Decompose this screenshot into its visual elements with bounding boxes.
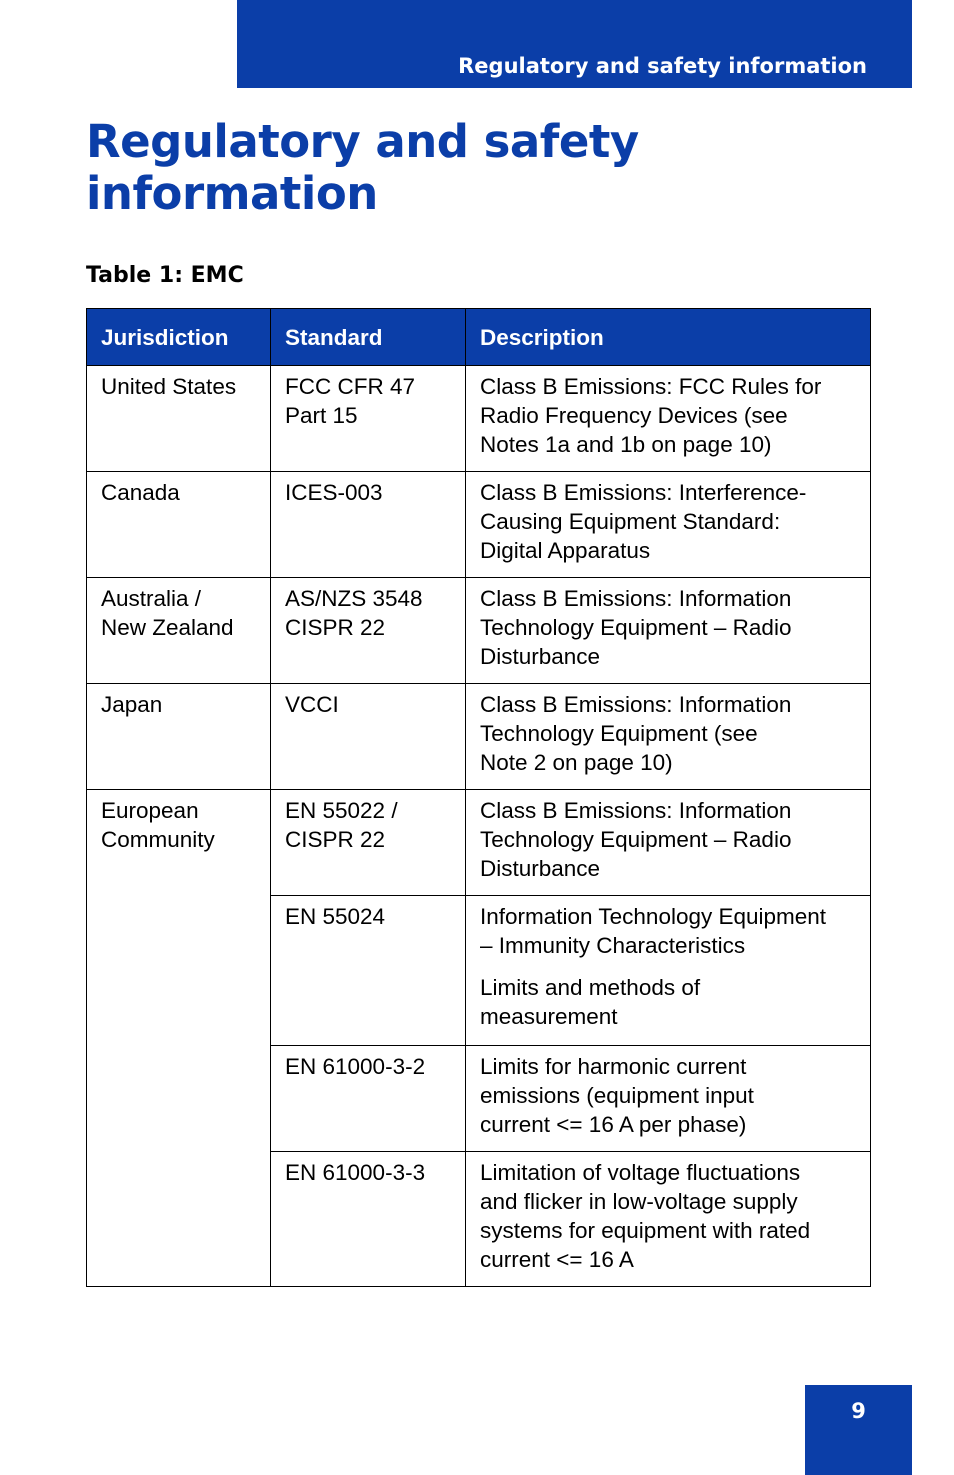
description-text: Class B Emissions: Information [480,798,792,823]
description-text: Disturbance [480,644,601,669]
jurisdiction-cell [87,790,271,1287]
description-cell [466,366,871,472]
description-text: Class B Emissions: Information [480,692,792,717]
table-row-australia-new-zealand [87,578,871,684]
jurisdiction-text: Canada [101,480,180,505]
jurisdiction-cell [87,578,271,684]
description-text: Class B Emissions: FCC Rules for [480,374,822,399]
description-text: systems for equipment with rated [480,1218,811,1243]
column-header-standard: Standard [271,309,466,366]
description-text: Notes 1a and 1b on page 10) [480,432,772,457]
table-row-european-community-en-55022 [87,790,871,896]
description-text: current <= 16 A per phase) [480,1112,747,1137]
page-title-line-1: Regulatory and safety [86,115,639,168]
standard-text: Part 15 [285,403,358,428]
column-header-jurisdiction: Jurisdiction [87,309,271,366]
description-cell [466,1046,871,1152]
emc-table [86,308,871,1287]
standard-cell [271,790,466,896]
description-text: and flicker in low-voltage supply [480,1189,798,1214]
standard-text: ICES-003 [285,480,383,505]
jurisdiction-cell [87,684,271,790]
page-number: 9 [851,1399,866,1423]
table-row-japan [87,684,871,790]
standard-text: EN 61000-3-2 [285,1054,426,1079]
description-cell [466,472,871,578]
jurisdiction-text: Australia / [101,586,202,611]
description-text: emissions (equipment input [480,1083,754,1108]
description-cell [466,896,871,1046]
description-text: Limits and methods of [480,975,701,1000]
description-text: Note 2 on page 10) [480,750,673,775]
standard-text: EN 55024 [285,904,386,929]
standard-cell [271,684,466,790]
description-text: current <= 16 A [480,1247,634,1272]
standard-text: EN 55022 / [285,798,398,823]
jurisdiction-text: United States [101,374,237,399]
table-row-united-states [87,366,871,472]
running-header-title: Regulatory and safety information [458,54,867,78]
table-caption: Table 1: EMC [86,263,244,288]
standard-text: CISPR 22 [285,615,386,640]
description-cell [466,684,871,790]
jurisdiction-text: Japan [101,692,163,717]
description-text: Limitation of voltage fluctuations [480,1160,801,1185]
jurisdiction-text: New Zealand [101,615,234,640]
description-text: Technology Equipment (see [480,721,758,746]
standard-cell [271,1046,466,1152]
description-text: Technology Equipment – Radio [480,827,792,852]
description-text: Class B Emissions: Interference- [480,480,807,505]
description-cell [466,1152,871,1287]
jurisdiction-cell [87,366,271,472]
description-text: Disturbance [480,856,601,881]
description-text: measurement [480,1004,618,1029]
description-text: Radio Frequency Devices (see [480,403,788,428]
jurisdiction-text: European [101,798,199,823]
standard-cell [271,578,466,684]
standard-text: FCC CFR 47 [285,374,416,399]
description-text: – Immunity Characteristics [480,933,746,958]
table-row-canada [87,472,871,578]
description-cell [466,578,871,684]
column-header-description: Description [466,309,871,366]
description-text: Limits for harmonic current [480,1054,747,1079]
jurisdiction-text: Community [101,827,215,852]
standard-text: EN 61000-3-3 [285,1160,426,1185]
header-band [237,0,912,88]
description-text: Technology Equipment – Radio [480,615,792,640]
page-number-box [805,1385,912,1475]
standard-cell [271,896,466,1046]
standard-text: CISPR 22 [285,827,386,852]
description-text: Information Technology Equipment [480,904,827,929]
jurisdiction-cell [87,472,271,578]
description-text: Causing Equipment Standard: [480,509,781,534]
standard-cell [271,1152,466,1287]
standard-cell [271,366,466,472]
table-header-row [87,309,871,366]
description-cell [466,790,871,896]
page-title-line-2: information [86,167,378,220]
standard-text: AS/NZS 3548 [285,586,423,611]
description-text: Class B Emissions: Information [480,586,792,611]
description-paragraph [480,973,860,1031]
page-title [86,116,706,220]
description-text: Digital Apparatus [480,538,651,563]
standard-cell [271,472,466,578]
standard-text: VCCI [285,692,339,717]
